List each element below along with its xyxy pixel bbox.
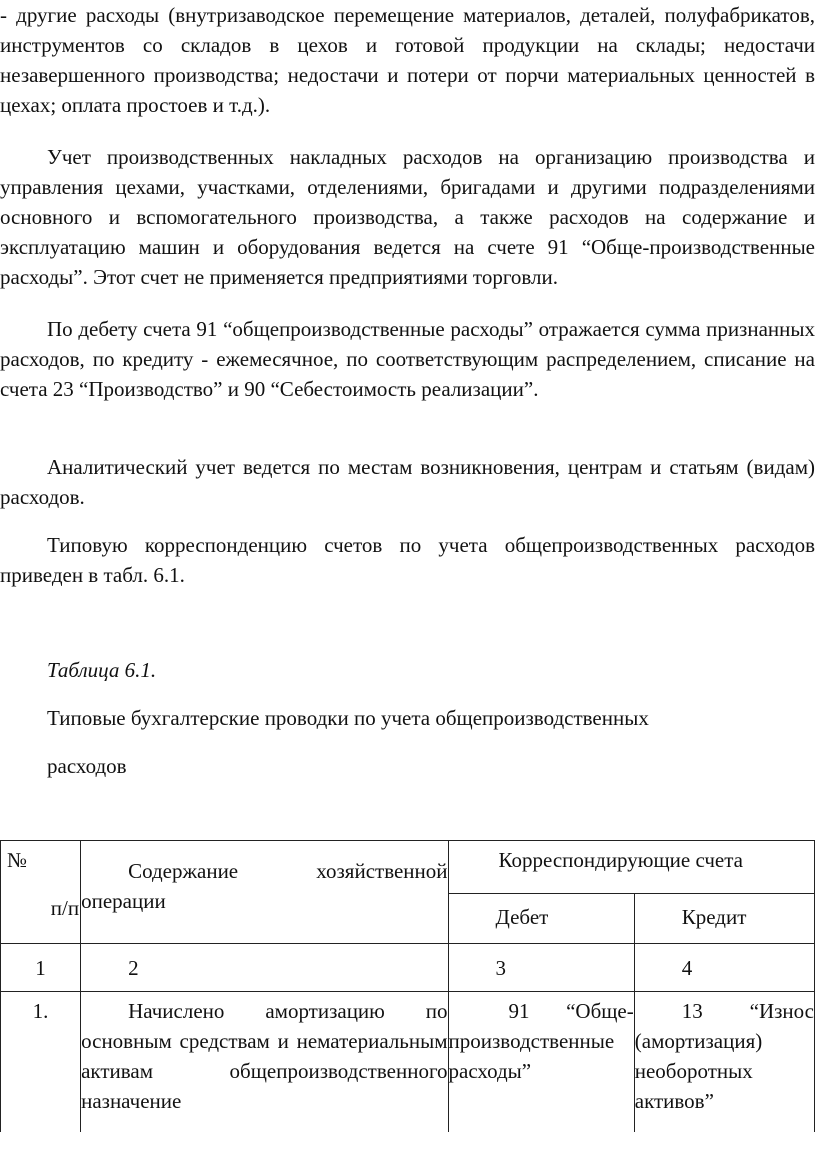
header-content-label: Содержание хозяйственной операции — [81, 859, 448, 913]
header-credit-cell — [634, 894, 814, 944]
header-accounts-cell — [448, 841, 814, 894]
header-credit-label: Кредит — [681, 905, 747, 929]
index-cell-1: 1 — [1, 944, 81, 992]
table-row — [1, 992, 815, 1132]
paragraph-typical-correspondence: Типовую корреспонденцию счетов по учета общепроизводственных расходов приведен в табл. 6.1. — [0, 533, 815, 587]
header-number-bottom: п/п — [50, 896, 80, 920]
paragraph-analytical-accounting: Аналитический учет ведется по местам возникновения, центрам и статьям (видам) расходов. — [0, 455, 815, 509]
table-title-line1: Типовые бухгалтерские проводки по учета общепроизводственных — [47, 706, 649, 730]
index-cell-4: 4 — [634, 944, 814, 992]
row-credit-cell: 13 “Износ (амортизация) необоротных активов” — [634, 992, 814, 1132]
index-cell-2: 2 — [81, 944, 448, 992]
header-debit-cell — [448, 894, 634, 944]
paragraph-debit-credit: По дебету счета 91 “общепроизводственные расходы” отражается сумма признанных расходов, по кредиту - ежемесячное, по соответствующим распределением, списание на счета 23 “Производство” и 90 “Себестоимость реализации”. — [0, 317, 815, 401]
header-debit-label: Дебет — [495, 905, 549, 929]
table-header-row — [1, 841, 815, 894]
index-cell-3: 3 — [448, 944, 634, 992]
header-content-cell — [81, 841, 448, 944]
paragraph-overhead-accounting: Учет производственных накладных расходов на организацию производства и управления цехами, участками, отделениями, бригадами и другими подразделениями основного и вспомогательного производства, а также расходов на содержание и эксплуатацию машин и оборудования ведется на счете 91 “Обще-производственные расходы”. Этот счет не применяется предприятиями торговли. — [0, 145, 815, 289]
table-label: Таблица 6.1. — [47, 658, 157, 682]
row-number-cell: 1. — [1, 992, 81, 1132]
header-number-top: № — [7, 848, 28, 872]
paragraph-other-expenses: - другие расходы (внутризаводское перемещение материалов, деталей, полуфабрикатов, инструментов со складов в цехов и готовой продукции на склады; недостачи незавершенного производства; недостачи и потери от порчи материальных ценностей в цехах; оплата простоев и т.д.). — [0, 3, 815, 117]
table-title-line2: расходов — [47, 754, 127, 778]
row-content-cell: Начислено амортизацию по основным средствам и нематериальным активам общепроизводственного назначение — [81, 992, 448, 1132]
row-debit-cell: 91 “Обще-производственные расходы” — [448, 992, 634, 1132]
header-number-cell — [1, 841, 81, 944]
postings-table — [0, 840, 815, 1132]
table-index-row — [1, 944, 815, 992]
header-accounts-label: Корреспондирующие счета — [498, 848, 743, 872]
